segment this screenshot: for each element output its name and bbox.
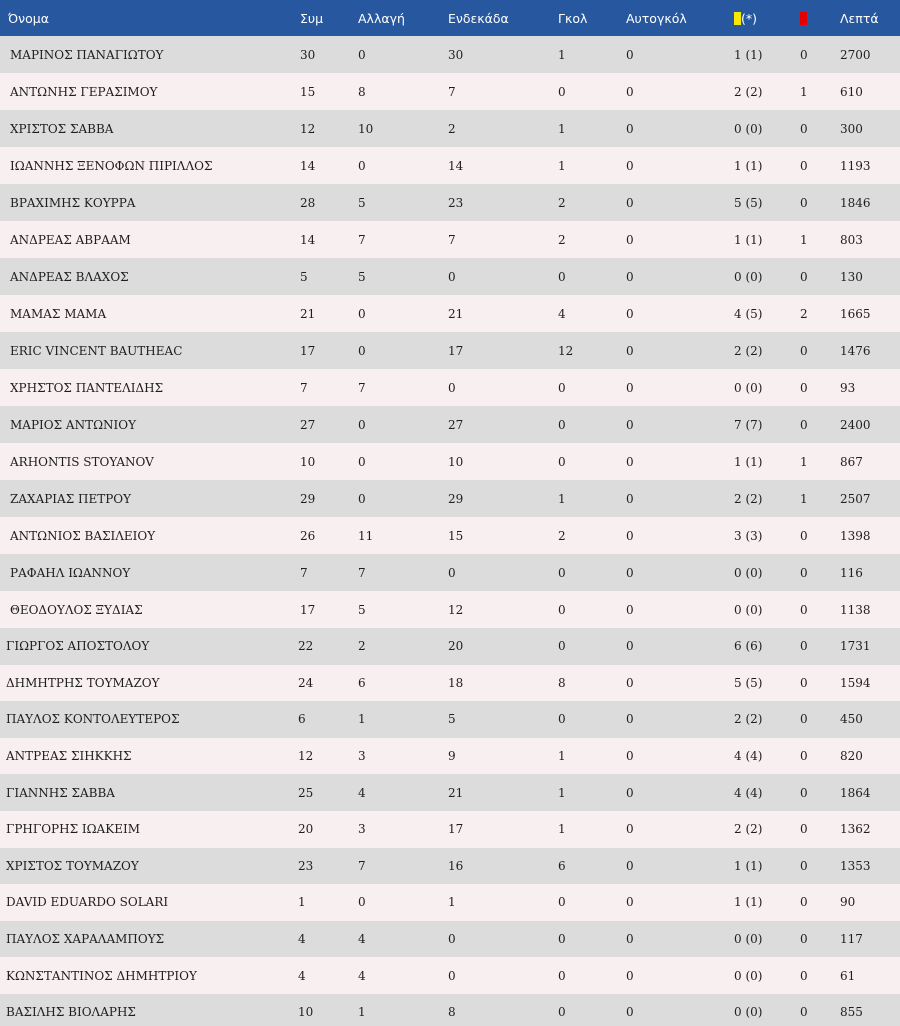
cell-own-goals: 0 [626, 454, 634, 469]
cell-starting: 10 [448, 454, 464, 469]
cell-red: 0 [800, 195, 808, 210]
cell-minutes: 1665 [840, 306, 871, 321]
cell-name: ΧΡΙΣΤΟΣ ΤΟΥΜΑΖΟΥ [6, 858, 139, 873]
cell-goals: 0 [558, 968, 566, 983]
cell-own-goals: 0 [626, 565, 634, 580]
cell-subs: 4 [358, 932, 366, 947]
table-row [0, 221, 900, 258]
cell-own-goals: 0 [626, 343, 634, 358]
cell-minutes: 1731 [840, 639, 871, 654]
cell-red: 0 [800, 712, 808, 727]
cell-subs: 0 [358, 158, 366, 173]
col-header-goals[interactable]: Γκολ [558, 10, 588, 26]
cell-subs: 11 [358, 528, 374, 543]
table-row [0, 258, 900, 295]
cell-subs: 4 [358, 968, 366, 983]
cell-red: 1 [800, 491, 808, 506]
cell-starting: 1 [448, 895, 456, 910]
cell-name: ΜΑΡΙΝΟΣ ΠΑΝΑΓΙΩΤΟΥ [10, 47, 164, 62]
cell-red: 0 [800, 343, 808, 358]
cell-red: 0 [800, 417, 808, 432]
cell-own-goals: 0 [626, 232, 634, 247]
cell-red: 0 [800, 749, 808, 764]
cell-own-goals: 0 [626, 528, 634, 543]
cell-minutes: 300 [840, 121, 863, 136]
cell-yellow: 2 (2) [734, 491, 763, 506]
cell-own-goals: 0 [626, 675, 634, 690]
cell-own-goals: 0 [626, 785, 634, 800]
cell-starting: 0 [448, 380, 456, 395]
col-header-yellow-cards[interactable] [734, 0, 800, 36]
cell-starting: 14 [448, 158, 464, 173]
cell-own-goals: 0 [626, 195, 634, 210]
cell-name: ΑΝΔΡΕΑΣ ΑΒΡΑΑΜ [10, 232, 131, 247]
cell-subs: 0 [358, 343, 366, 358]
cell-subs: 3 [358, 822, 366, 837]
cell-red: 0 [800, 528, 808, 543]
cell-own-goals: 0 [626, 269, 634, 284]
cell-name: ΑΝΔΡΕΑΣ ΒΛΑΧΟΣ [10, 269, 129, 284]
cell-starting: 0 [448, 968, 456, 983]
cell-minutes: 90 [840, 895, 856, 910]
cell-apps: 26 [300, 528, 316, 543]
cell-apps: 6 [298, 712, 306, 727]
cell-goals: 6 [558, 858, 566, 873]
cell-own-goals: 0 [626, 121, 634, 136]
table-body-a [0, 36, 900, 628]
cell-starting: 20 [448, 639, 464, 654]
cell-own-goals: 0 [626, 380, 634, 395]
cell-name: ΧΡΗΣΤΟΣ ΠΑΝΤΕΛΙΔΗΣ [10, 380, 164, 395]
cell-goals: 1 [558, 785, 566, 800]
cell-goals: 1 [558, 749, 566, 764]
col-header-subs[interactable]: Αλλαγή [358, 10, 405, 26]
cell-name: ΠΑΥΛΟΣ ΧΑΡΑΛΑΜΠΟΥΣ [6, 932, 165, 947]
cell-yellow: 5 (5) [734, 195, 763, 210]
table-header [0, 0, 900, 36]
cell-goals: 0 [558, 454, 566, 469]
cell-apps: 7 [300, 380, 308, 395]
cell-goals: 0 [558, 712, 566, 727]
cell-red: 0 [800, 121, 808, 136]
cell-own-goals: 0 [626, 306, 634, 321]
cell-apps: 22 [298, 639, 314, 654]
cell-minutes: 820 [840, 749, 863, 764]
cell-goals: 1 [558, 822, 566, 837]
cell-starting: 15 [448, 528, 464, 543]
table-row [0, 738, 900, 775]
cell-subs: 8 [358, 84, 366, 99]
cell-name: ΧΡΙΣΤΟΣ ΣΑΒΒΑ [10, 121, 114, 136]
cell-minutes: 1476 [840, 343, 871, 358]
cell-name: ΓΙΑΝΝΗΣ ΣΑΒΒΑ [6, 785, 115, 800]
cell-subs: 5 [358, 269, 366, 284]
col-header-minutes[interactable]: Λεπτά [840, 10, 879, 26]
cell-yellow: 3 (3) [734, 528, 763, 543]
cell-apps: 23 [298, 858, 314, 873]
cell-yellow: 1 (1) [734, 454, 763, 469]
cell-red: 0 [800, 895, 808, 910]
cell-goals: 1 [558, 158, 566, 173]
cell-starting: 7 [448, 84, 456, 99]
cell-own-goals: 0 [626, 84, 634, 99]
cell-red: 1 [800, 84, 808, 99]
cell-name: ΒΡΑΧΙΜΗΣ ΚΟΥΡΡΑ [10, 195, 136, 210]
table-row [0, 994, 900, 1026]
cell-apps: 10 [298, 1005, 314, 1020]
cell-apps: 12 [300, 121, 316, 136]
table-row [0, 921, 900, 958]
cell-apps: 27 [300, 417, 316, 432]
cell-apps: 21 [300, 306, 316, 321]
col-header-yellow-label: (*) [741, 10, 758, 26]
cell-yellow: 1 (1) [734, 858, 763, 873]
cell-red: 0 [800, 639, 808, 654]
cell-goals: 2 [558, 528, 566, 543]
cell-goals: 0 [558, 1005, 566, 1020]
cell-name: ΓΡΗΓΟΡΗΣ ΙΩΑΚΕΙΜ [6, 822, 140, 837]
cell-red: 0 [800, 158, 808, 173]
cell-goals: 8 [558, 675, 566, 690]
cell-red: 0 [800, 602, 808, 617]
cell-name: ΒΑΣΙΛΗΣ ΒΙΟΛΑΡΗΣ [6, 1005, 136, 1020]
table-body-b [0, 628, 900, 1026]
cell-starting: 12 [448, 602, 464, 617]
cell-apps: 24 [298, 675, 314, 690]
cell-name: ERIC VINCENT BAUTHEAC [10, 343, 183, 358]
cell-yellow: 2 (2) [734, 84, 763, 99]
red-card-icon [800, 12, 807, 25]
cell-red: 2 [800, 306, 808, 321]
cell-red: 0 [800, 932, 808, 947]
cell-own-goals: 0 [626, 968, 634, 983]
cell-subs: 7 [358, 380, 366, 395]
cell-apps: 7 [300, 565, 308, 580]
cell-own-goals: 0 [626, 158, 634, 173]
cell-subs: 5 [358, 602, 366, 617]
table-row [0, 295, 900, 332]
cell-own-goals: 0 [626, 602, 634, 617]
cell-apps: 12 [298, 749, 314, 764]
cell-goals: 0 [558, 84, 566, 99]
cell-starting: 21 [448, 306, 464, 321]
cell-minutes: 117 [840, 932, 863, 947]
cell-minutes: 116 [840, 565, 863, 580]
cell-subs: 0 [358, 895, 366, 910]
cell-own-goals: 0 [626, 749, 634, 764]
cell-apps: 15 [300, 84, 316, 99]
cell-subs: 7 [358, 858, 366, 873]
cell-red: 0 [800, 1005, 808, 1020]
cell-yellow: 4 (4) [734, 749, 763, 764]
cell-yellow: 4 (5) [734, 306, 763, 321]
cell-starting: 16 [448, 858, 464, 873]
cell-minutes: 1594 [840, 675, 871, 690]
cell-starting: 0 [448, 565, 456, 580]
cell-goals: 0 [558, 639, 566, 654]
cell-red: 0 [800, 785, 808, 800]
table-row [0, 36, 900, 73]
table-row [0, 147, 900, 184]
cell-own-goals: 0 [626, 417, 634, 432]
cell-goals: 0 [558, 602, 566, 617]
cell-starting: 0 [448, 269, 456, 284]
cell-red: 0 [800, 47, 808, 62]
table-row [0, 957, 900, 994]
cell-name: ΑΝΤΡΕΑΣ ΣΙΗΚΚΗΣ [6, 749, 132, 764]
cell-subs: 2 [358, 639, 366, 654]
cell-yellow: 1 (1) [734, 158, 763, 173]
table-row [0, 665, 900, 702]
cell-starting: 29 [448, 491, 464, 506]
cell-name: DAVID EDUARDO SOLARI [6, 895, 169, 910]
cell-goals: 1 [558, 491, 566, 506]
cell-subs: 10 [358, 121, 374, 136]
table-row [0, 406, 900, 443]
cell-name: ΑΝΤΩΝΙΟΣ ΒΑΣΙΛΕΙΟΥ [10, 528, 156, 543]
cell-subs: 0 [358, 417, 366, 432]
cell-subs: 7 [358, 232, 366, 247]
cell-apps: 4 [298, 968, 306, 983]
cell-starting: 18 [448, 675, 464, 690]
cell-own-goals: 0 [626, 712, 634, 727]
cell-apps: 4 [298, 932, 306, 947]
cell-yellow: 0 (0) [734, 380, 763, 395]
cell-minutes: 1398 [840, 528, 871, 543]
cell-apps: 14 [300, 158, 316, 173]
table-row [0, 811, 900, 848]
cell-subs: 6 [358, 675, 366, 690]
cell-own-goals: 0 [626, 639, 634, 654]
cell-name: ΘΕΟΔΟΥΛΟΣ ΞΥΔΙΑΣ [10, 602, 143, 617]
cell-minutes: 1353 [840, 858, 871, 873]
cell-yellow: 1 (1) [734, 232, 763, 247]
cell-apps: 10 [300, 454, 316, 469]
cell-starting: 17 [448, 343, 464, 358]
cell-goals: 0 [558, 380, 566, 395]
cell-red: 1 [800, 232, 808, 247]
cell-subs: 4 [358, 785, 366, 800]
cell-yellow: 5 (5) [734, 675, 763, 690]
table-row [0, 332, 900, 369]
cell-own-goals: 0 [626, 932, 634, 947]
cell-starting: 0 [448, 932, 456, 947]
cell-goals: 1 [558, 121, 566, 136]
cell-red: 0 [800, 675, 808, 690]
cell-name: ΖΑΧΑΡΙΑΣ ΠΕΤΡΟΥ [10, 491, 132, 506]
cell-minutes: 130 [840, 269, 863, 284]
cell-minutes: 867 [840, 454, 863, 469]
cell-goals: 2 [558, 195, 566, 210]
cell-minutes: 610 [840, 84, 863, 99]
table-row [0, 774, 900, 811]
cell-minutes: 1846 [840, 195, 871, 210]
cell-apps: 1 [298, 895, 306, 910]
cell-goals: 12 [558, 343, 574, 358]
cell-name: ΔΗΜΗΤΡΗΣ ΤΟΥΜΑΖΟΥ [6, 675, 160, 690]
cell-subs: 1 [358, 1005, 366, 1020]
cell-yellow: 0 (0) [734, 1005, 763, 1020]
cell-red: 1 [800, 454, 808, 469]
col-header-red-cards[interactable] [800, 0, 840, 36]
cell-name: ΜΑΜΑΣ ΜΑΜΑ [10, 306, 107, 321]
cell-yellow: 1 (1) [734, 47, 763, 62]
cell-starting: 9 [448, 749, 456, 764]
table-row [0, 443, 900, 480]
cell-apps: 14 [300, 232, 316, 247]
cell-yellow: 2 (2) [734, 343, 763, 358]
cell-goals: 0 [558, 417, 566, 432]
cell-minutes: 2400 [840, 417, 871, 432]
cell-name: ΚΩΝΣΤΑΝΤΙΝΟΣ ΔΗΜΗΤΡΙΟΥ [6, 968, 197, 983]
cell-yellow: 0 (0) [734, 121, 763, 136]
cell-red: 0 [800, 380, 808, 395]
cell-yellow: 2 (2) [734, 712, 763, 727]
cell-goals: 1 [558, 47, 566, 62]
col-header-apps[interactable]: Συμ [300, 10, 324, 26]
cell-yellow: 0 (0) [734, 269, 763, 284]
cell-yellow: 7 (7) [734, 417, 763, 432]
cell-red: 0 [800, 269, 808, 284]
cell-starting: 7 [448, 232, 456, 247]
table-row [0, 628, 900, 665]
cell-minutes: 1362 [840, 822, 871, 837]
cell-own-goals: 0 [626, 47, 634, 62]
table-row [0, 554, 900, 591]
cell-goals: 4 [558, 306, 566, 321]
col-header-own-goals[interactable]: Αυτογκόλ [626, 10, 687, 26]
cell-minutes: 1864 [840, 785, 871, 800]
cell-yellow: 0 (0) [734, 932, 763, 947]
cell-red: 0 [800, 822, 808, 837]
cell-subs: 0 [358, 491, 366, 506]
cell-own-goals: 0 [626, 491, 634, 506]
cell-own-goals: 0 [626, 1005, 634, 1020]
cell-own-goals: 0 [626, 822, 634, 837]
table-row [0, 73, 900, 110]
cell-subs: 1 [358, 712, 366, 727]
cell-subs: 0 [358, 47, 366, 62]
table-row [0, 110, 900, 147]
cell-minutes: 2700 [840, 47, 871, 62]
cell-apps: 28 [300, 195, 316, 210]
cell-minutes: 803 [840, 232, 863, 247]
cell-subs: 0 [358, 306, 366, 321]
cell-goals: 0 [558, 932, 566, 947]
cell-yellow: 2 (2) [734, 822, 763, 837]
cell-yellow: 6 (6) [734, 639, 763, 654]
table-row [0, 480, 900, 517]
cell-minutes: 1193 [840, 158, 871, 173]
cell-apps: 5 [300, 269, 308, 284]
cell-name: ΑΝΤΩΝΗΣ ΓΕΡΑΣΙΜΟΥ [10, 84, 158, 99]
cell-minutes: 855 [840, 1005, 863, 1020]
cell-starting: 17 [448, 822, 464, 837]
cell-red: 0 [800, 858, 808, 873]
col-header-name[interactable]: Όνομα [8, 10, 49, 26]
cell-starting: 30 [448, 47, 464, 62]
cell-name: ARHONTIS STOYANOV [10, 454, 154, 469]
cell-starting: 23 [448, 195, 464, 210]
table-row [0, 517, 900, 554]
table-row [0, 848, 900, 885]
cell-goals: 0 [558, 565, 566, 580]
cell-starting: 21 [448, 785, 464, 800]
table-row [0, 369, 900, 406]
cell-apps: 30 [300, 47, 316, 62]
cell-minutes: 61 [840, 968, 856, 983]
table-row [0, 884, 900, 921]
cell-yellow: 4 (4) [734, 785, 763, 800]
cell-minutes: 93 [840, 380, 856, 395]
cell-yellow: 1 (1) [734, 895, 763, 910]
table-row [0, 184, 900, 221]
cell-minutes: 450 [840, 712, 863, 727]
cell-own-goals: 0 [626, 895, 634, 910]
cell-apps: 17 [300, 343, 316, 358]
cell-yellow: 0 (0) [734, 602, 763, 617]
cell-goals: 0 [558, 269, 566, 284]
cell-name: ΓΙΩΡΓΟΣ ΑΠΟΣΤΟΛΟΥ [6, 639, 150, 654]
cell-name: ΠΑΥΛΟΣ ΚΟΝΤΟΛΕΥΤΕΡΟΣ [6, 712, 180, 727]
cell-apps: 20 [298, 822, 314, 837]
cell-red: 0 [800, 565, 808, 580]
cell-goals: 2 [558, 232, 566, 247]
cell-name: ΡΑΦΑΗΛ ΙΩΑΝΝΟΥ [10, 565, 131, 580]
cell-yellow: 0 (0) [734, 968, 763, 983]
cell-apps: 25 [298, 785, 314, 800]
cell-starting: 27 [448, 417, 464, 432]
cell-subs: 5 [358, 195, 366, 210]
table-row [0, 701, 900, 738]
cell-subs: 7 [358, 565, 366, 580]
cell-yellow: 0 (0) [734, 565, 763, 580]
cell-name: ΜΑΡΙΟΣ ΑΝΤΩΝΙΟΥ [10, 417, 137, 432]
cell-starting: 5 [448, 712, 456, 727]
table-row [0, 591, 900, 628]
cell-apps: 17 [300, 602, 316, 617]
cell-red: 0 [800, 968, 808, 983]
cell-minutes: 1138 [840, 602, 871, 617]
cell-starting: 2 [448, 121, 456, 136]
yellow-card-icon [734, 12, 741, 25]
cell-apps: 29 [300, 491, 316, 506]
cell-starting: 8 [448, 1005, 456, 1020]
cell-own-goals: 0 [626, 858, 634, 873]
cell-goals: 0 [558, 895, 566, 910]
cell-minutes: 2507 [840, 491, 871, 506]
cell-subs: 0 [358, 454, 366, 469]
cell-name: ΙΩΑΝΝΗΣ ΞΕΝΟΦΩΝ ΠΙΡΙΛΛΟΣ [10, 158, 213, 173]
col-header-starting[interactable]: Ενδεκάδα [448, 10, 509, 26]
cell-subs: 3 [358, 749, 366, 764]
